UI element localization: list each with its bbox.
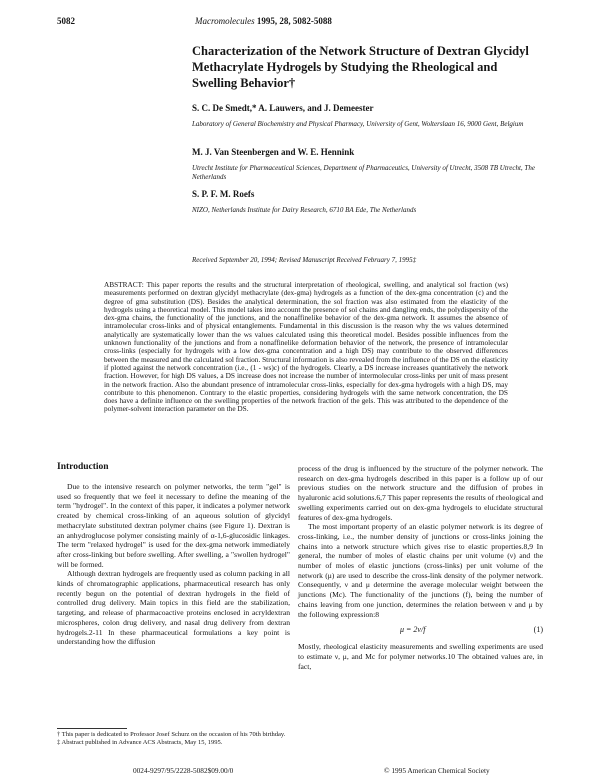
author-line-1: S. C. De Smedt,* A. Lauwers, and J. Demeester (192, 103, 374, 113)
affiliation-2: Utrecht Institute for Pharmaceutical Sciences, Department of Pharmaceutics, University of Utrecht, 3508 TB Utrecht, The Netherlands (192, 164, 535, 181)
page-number: 5082 (57, 16, 75, 26)
equation-expression: μ = 2ν/f (400, 625, 426, 635)
footnote-rule (57, 728, 127, 729)
paragraph: Although dextran hydrogels are frequently used as column packing in all kinds of chromatographic applications, pharmaceutical research has only recently begun on the potential of dextran hydrogels in the field of controlled drug delivery. Main topics in this field are the stabilization, targeting, and release of pharmacoactive proteins enclosed in acryldextran microspheres, colon drug delivery, and nasal drug delivery from dextran hydrogels.2-11 In these pharmaceutical formulations a key point is understanding how the diffusion (57, 569, 290, 647)
received-dates: Received September 20, 1994; Revised Manuscript Received February 7, 1995‡ (192, 256, 417, 264)
footnote-dedication: † This paper is dedicated to Professor Josef Schurz on the occasion of his 70th birthday. (57, 731, 286, 738)
bottom-line (57, 766, 543, 776)
abstract: ABSTRACT: This paper reports the results and the structural interpretation of rheological, swelling, and analytical sol fraction (ws) measurements performed on dextran glycidyl methacrylate (dex-gma) hydrogels as a function of the dex-gma concentration (c) and the degree of gma substitution (DS). Besides the analytical determination, the sol fraction was also estimated from the elasticity of the hydrogels using a theoretical model. This model takes into account the presence of sol chains and dangling ends, the polydispersity of the dex-gma chains, the functionality of the junctions, and the nonaffinelike behavior of the dex-gma network. It assumes the absence of intramolecular cross-links and of physical entanglements. Fundamental in this discussion is the reason why the ws values determined analytically are systematically lower than the ws values calculated using this theoretical model. Besides possible influences from the unknown functionality of the junctions and from a nonaffinelike deformation behavior of the network, the presence of intramolecular cross-links (especially for hydrogels with a low dex-gma concentration and a high DS) may contribute to the observed differences between the measured and the calculated sol fraction. Structural information is also revealed from the influence of the DS on the elasticity if plotted against the network concentration (i.e., (1 - ws)c) of the hydrogels. Clearly, a DS increase increases quantitatively the network fraction. However, for high DS values, a DS increase does not increase the number of intermolecular cross-links per unit of mass present in the network fraction. Also the abundant presence of intramolecular cross-links, especially for dex-gma hydrogels with a high DS, may contribute to this phenomenon. Contrary to the elastic properties, considering hydrogels with the same network concentration, the DS does have a definite influence on the swelling properties of the network fraction of the gels. This was attributed to the dependence of the polymer-solvent interaction parameter on the DS. (104, 280, 508, 414)
journal-citation (195, 16, 332, 26)
section-heading-introduction: Introduction (57, 462, 109, 472)
left-column (57, 462, 290, 647)
affiliation-1: Laboratory of General Biochemistry and Physical Pharmacy, University of Gent, Wolterslaan 16, 9000 Gent, Belgium (192, 120, 524, 128)
paragraph: The most important property of an elastic polymer network is its degree of cross-linking, i.e., the number density of junctions or cross-links joining the chains into a network structure which gives rise to elastic properties.8,9 In general, the number of moles of elastic chains per unit volume (ν) and the number of moles of elastic junctions (cross-links) per unit volume of the network (μ) are used to describe the cross-link density of the polymer network. Consequently, ν and μ determine the average molecular weight between the junctions (Mc). The functionality of the junctions (f), being the number of chains leaving from one junction, determines the relation between ν and μ by the following expression:8 (298, 522, 543, 619)
article-title: Characterization of the Network Structure of Dextran Glycidyl Methacrylate Hydrogels by Studying the Rheological and Swelling Behavior† (192, 44, 529, 90)
paragraph: process of the drug is influenced by the structure of the polymer network. The research on dex-gma hydrogels described in this paper is a follow up of our previous studies on the network structure and the diffusion of probes in hyaluronic acid solutions.6,7 This paper represents the results of rheological and swelling experiments carried out on dex-gma hydrogels to elucidate structural features of dex-gma hydrogels. (298, 464, 543, 522)
copyright: © 1995 American Chemical Society (384, 766, 490, 775)
running-header (57, 16, 557, 28)
paragraph: Mostly, rheological elasticity measurements and swelling experiments are used to estimate ν, μ, and Mc for polymer networks.10 The obtained values are, in fact, (298, 642, 543, 671)
footnote-abstract-published: ‡ Abstract published in Advance ACS Abstracts, May 15, 1995. (57, 739, 223, 746)
author-line-2: M. J. Van Steenbergen and W. E. Hennink (192, 147, 355, 157)
journal-year-volume-pages: 1995, 28, 5082-5088 (256, 16, 332, 26)
affiliation-3: NIZO, Netherlands Institute for Dairy Research, 6710 BA Ede, The Netherlands (192, 206, 417, 214)
footnotes (57, 731, 290, 747)
paragraph: Due to the intensive research on polymer networks, the term "gel" is used so frequently that we feel it necessary to define the meaning of the term "hydrogel". In the context of this paper, it indicates a polymer network created by chemical cross-linking of an aqueous solution of glycidyl methacrylate substituted dextran polymer chains (see Figure 1). Dextran is an anhydroglucose polymer consisting mainly of α-1,6-glucosidic linkages. The term "relaxed hydrogel" is used for the dex-gma network immediately after cross-linking but before swelling. After swelling, a "swollen hydrogel" will be formed. (57, 482, 290, 569)
journal-name: Macromolecules (195, 16, 255, 26)
equation-number: (1) (533, 625, 543, 635)
equation-1 (298, 623, 543, 639)
author-line-3: S. P. F. M. Roefs (192, 189, 255, 199)
right-column (298, 464, 543, 671)
article-code: 0024-9297/95/2228-5082$09.00/0 (133, 766, 234, 775)
